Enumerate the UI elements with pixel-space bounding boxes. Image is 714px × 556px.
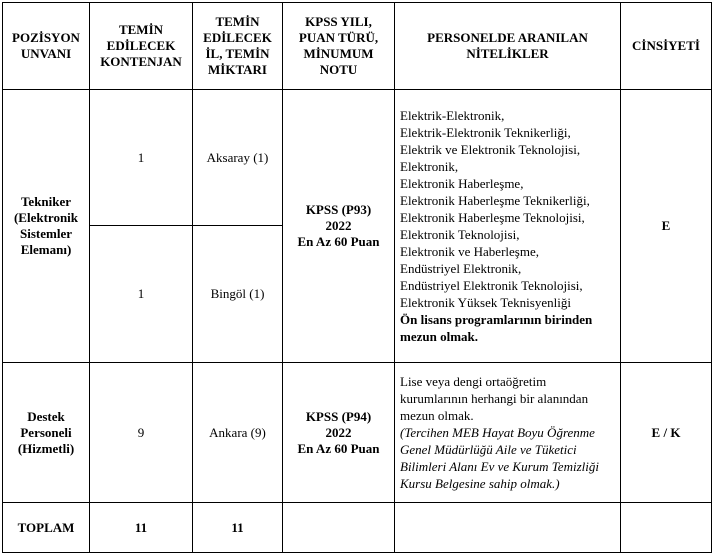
qualification-item: Elektrik-Elektronik Teknikerliği, xyxy=(400,125,571,140)
qualification-item: Elektronik Yüksek Teknisyenliği xyxy=(400,295,571,310)
qualification-item: Elektronik Teknolojisi, xyxy=(400,227,520,242)
quota-cell: 9 xyxy=(90,363,193,503)
kpss-score-type: KPSS (P94) xyxy=(305,408,372,424)
quota-cell: 1 xyxy=(90,90,193,226)
table-row xyxy=(3,363,712,503)
qualification-item: Elektrik-Elektronik, xyxy=(400,108,505,123)
qualification-item: Elektronik, xyxy=(400,159,459,174)
qualification-item: Elektronik Haberleşme Teknolojisi, xyxy=(400,210,585,225)
qualification-italic-text: (Tercihen MEB Hayat Boyu Öğrenme Genel Müdürlüğü Aile ve Tüketici Bilimleri Alanı Ev ve Kurum Temizliği Kursu Belgesine sahip olmak.) xyxy=(400,425,599,491)
empty-cell xyxy=(621,503,712,553)
position-cell: Tekniker (Elektronik Sistemler Elemanı) xyxy=(3,90,90,363)
header-province: TEMİN EDİLECEK İL, TEMİN MİKTARI xyxy=(193,3,283,90)
total-label: TOPLAM xyxy=(3,503,90,553)
qualification-text: Lise veya dengi ortaöğretim kurumlarının herhangi bir alanından mezun olmak. xyxy=(400,374,589,423)
qualification-note: Ön lisans programlarının birinden mezun olmak. xyxy=(400,312,593,344)
total-row xyxy=(3,503,712,553)
qualification-item: Endüstriyel Elektronik Teknolojisi, xyxy=(400,278,583,293)
kpss-cell xyxy=(283,363,395,503)
header-position: POZİSYON UNVANI xyxy=(3,3,90,90)
qualification-item: Endüstriyel Elektronik, xyxy=(400,261,522,276)
kpss-year: 2022 xyxy=(325,424,352,440)
qualification-preferred-note xyxy=(400,424,616,492)
header-kpss: KPSS YILI, PUAN TÜRÜ, MİNUMUM NOTU xyxy=(283,3,395,90)
table-row xyxy=(3,90,712,226)
empty-cell xyxy=(395,503,621,553)
header-quota: TEMİN EDİLECEK KONTENJAN xyxy=(90,3,193,90)
qualification-item: Elektronik Haberleşme, xyxy=(400,176,524,191)
kpss-year: 2022 xyxy=(325,218,352,233)
recruitment-table xyxy=(2,2,712,553)
qualifications-cell xyxy=(395,363,621,503)
province-cell: Ankara (9) xyxy=(193,363,283,503)
kpss-min-score: En Az 60 Puan xyxy=(297,440,380,456)
gender-cell: E xyxy=(621,90,712,363)
quota-cell: 1 xyxy=(90,226,193,363)
gender-cell: E / K xyxy=(621,363,712,503)
total-quota: 11 xyxy=(90,503,193,553)
kpss-min-score: En Az 60 Puan xyxy=(297,234,380,249)
empty-cell xyxy=(283,503,395,553)
position-cell: Destek Personeli (Hizmetli) xyxy=(3,363,90,503)
kpss-cell xyxy=(283,90,395,363)
header-row xyxy=(3,3,712,90)
total-province: 11 xyxy=(193,503,283,553)
province-cell: Bingöl (1) xyxy=(193,226,283,363)
qualification-item: Elektronik ve Haberleşme, xyxy=(400,244,539,259)
qualifications-cell xyxy=(395,90,621,363)
qualification-item: Elektrik ve Elektronik Teknolojisi, xyxy=(400,142,581,157)
header-qualifications: PERSONELDE ARANILAN NİTELİKLER xyxy=(395,3,621,90)
province-cell: Aksaray (1) xyxy=(193,90,283,226)
qualification-item: Elektronik Haberleşme Teknikerliği, xyxy=(400,193,590,208)
kpss-score-type: KPSS (P93) xyxy=(305,202,372,217)
header-gender: CİNSİYETİ xyxy=(621,3,712,90)
